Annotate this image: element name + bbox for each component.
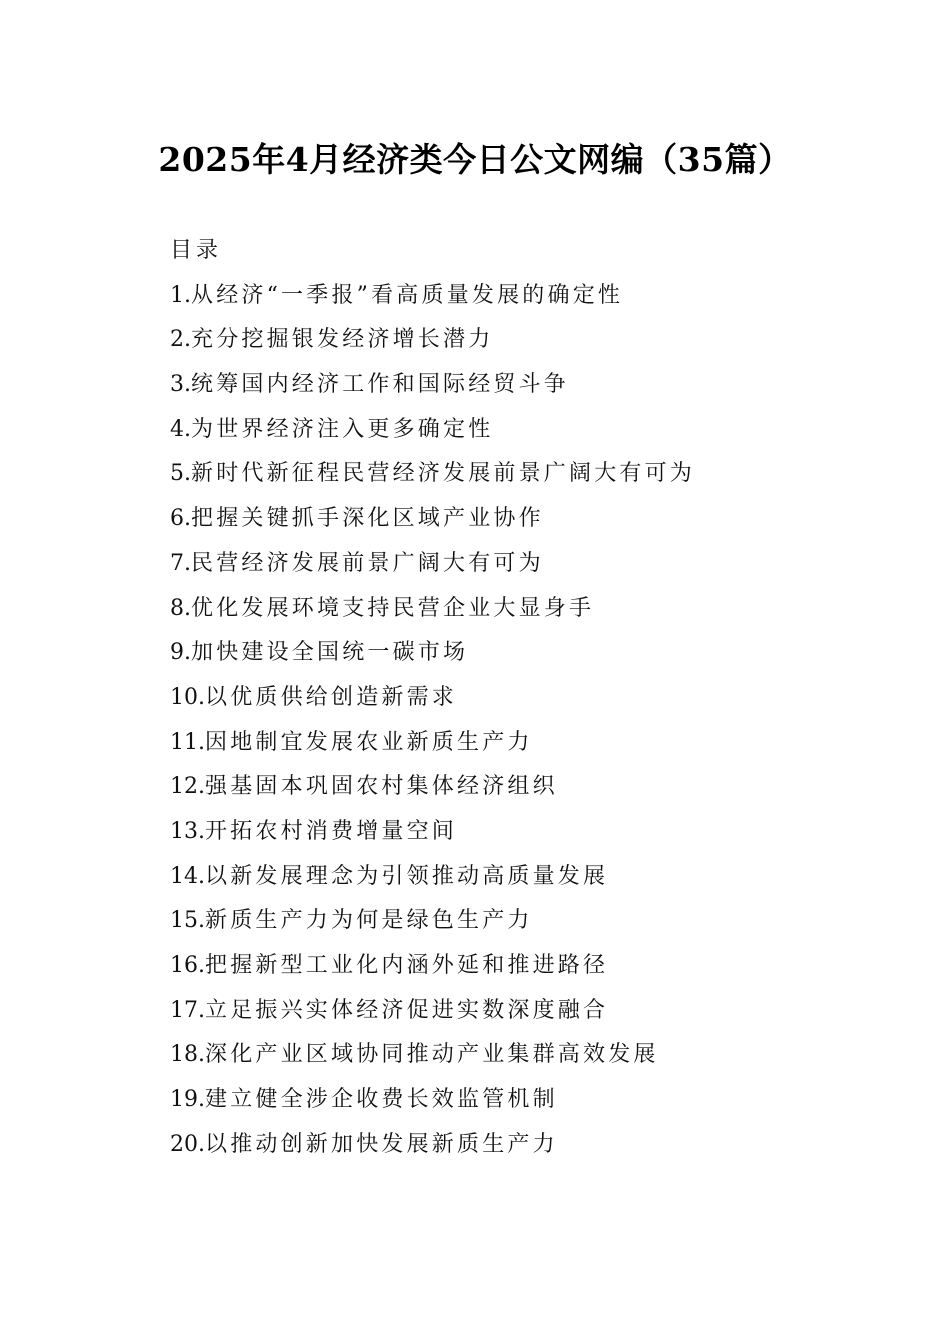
toc-item-text: 把握新型工业化内涵外延和推进路径 — [205, 953, 609, 978]
toc-item-12 — [170, 765, 870, 810]
toc-item-number: 19. — [170, 1087, 205, 1113]
toc-item-1 — [170, 274, 870, 319]
toc-item-number: 17. — [170, 997, 205, 1023]
toc-item-text: 以优质供给创造新需求 — [205, 684, 458, 710]
document-title: 2025年4月经济类今日公文网编（35篇） — [158, 140, 792, 179]
toc-item-3 — [170, 363, 870, 408]
toc-item-number: 3. — [170, 372, 191, 398]
toc-item-number: 18. — [170, 1042, 205, 1068]
toc-item-number: 12. — [170, 774, 205, 800]
toc-heading: 目录 — [170, 238, 223, 263]
toc-item-text: 以新发展理念为引领推动高质量发展 — [205, 863, 609, 889]
toc-item-number: 15. — [170, 908, 205, 934]
toc-item-text: 加快建设全国统一碳市场 — [191, 640, 469, 666]
toc-item-number: 2. — [170, 327, 191, 353]
toc-item-text: 从经济“一季报”看高质量发展的确定性 — [191, 282, 624, 308]
toc-item-16 — [170, 944, 870, 989]
table-of-contents — [170, 229, 870, 1167]
toc-item-4 — [170, 408, 870, 453]
toc-item-number: 9. — [170, 640, 191, 666]
toc-item-number: 5. — [170, 461, 191, 487]
toc-item-text: 民营经济发展前景广阔大有可为 — [191, 550, 544, 576]
toc-item-19 — [170, 1078, 870, 1123]
toc-item-number: 7. — [170, 550, 191, 576]
toc-item-text: 深化产业区域协同推动产业集群高效发展 — [205, 1042, 659, 1068]
toc-item-text: 新质生产力为何是绿色生产力 — [205, 908, 533, 934]
toc-list — [170, 274, 870, 1168]
toc-item-number: 4. — [170, 416, 191, 442]
toc-item-20 — [170, 1123, 870, 1168]
toc-item-9 — [170, 631, 870, 676]
toc-item-text: 为世界经济注入更多确定性 — [191, 416, 494, 442]
toc-item-text: 优化发展环境支持民营企业大显身手 — [191, 595, 595, 621]
toc-item-number: 10. — [170, 684, 205, 710]
toc-item-text: 把握关键抓手深化区域产业协作 — [191, 506, 544, 532]
toc-item-text: 开拓农村消费增量空间 — [205, 818, 458, 844]
toc-item-number: 11. — [170, 729, 205, 755]
toc-item-number: 14. — [170, 863, 205, 889]
toc-item-17 — [170, 989, 870, 1034]
toc-item-11 — [170, 721, 870, 766]
toc-item-6 — [170, 497, 870, 542]
toc-item-number: 16. — [170, 953, 205, 978]
toc-item-18 — [170, 1033, 870, 1078]
toc-item-text: 强基固本巩固农村集体经济组织 — [205, 774, 558, 800]
toc-item-13 — [170, 810, 870, 855]
toc-item-text: 因地制宜发展农业新质生产力 — [205, 729, 533, 755]
toc-item-text: 新时代新征程民营经济发展前景广阔大有可为 — [191, 461, 696, 487]
toc-item-7 — [170, 542, 870, 587]
toc-item-number: 20. — [170, 1131, 205, 1157]
toc-item-number: 8. — [170, 595, 191, 621]
toc-item-8 — [170, 587, 870, 632]
toc-item-2 — [170, 318, 870, 363]
toc-item-number: 13. — [170, 818, 205, 844]
toc-item-text: 立足振兴实体经济促进实数深度融合 — [205, 997, 609, 1023]
toc-item-number: 6. — [170, 506, 191, 532]
toc-item-text: 建立健全涉企收费长效监管机制 — [205, 1087, 558, 1113]
toc-item-text: 充分挖掘银发经济增长潜力 — [191, 327, 494, 353]
toc-item-14 — [170, 855, 870, 900]
toc-item-5 — [170, 452, 870, 497]
toc-item-15 — [170, 899, 870, 944]
toc-item-number: 1. — [170, 282, 191, 308]
toc-item-10 — [170, 676, 870, 721]
toc-item-text: 统筹国内经济工作和国际经贸斗争 — [191, 372, 570, 398]
toc-item-text: 以推动创新加快发展新质生产力 — [205, 1131, 558, 1157]
